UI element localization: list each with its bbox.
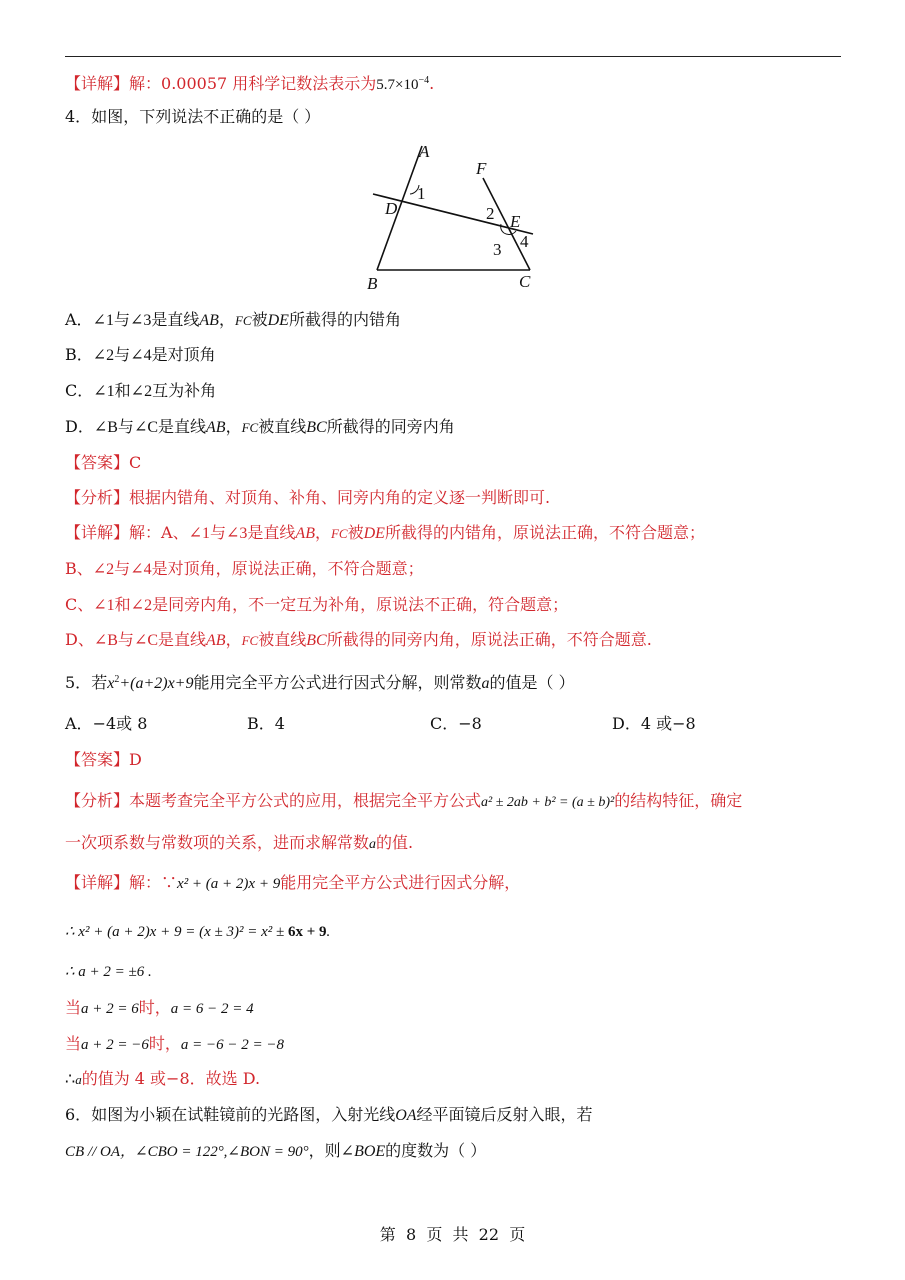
label-4: 4 — [520, 232, 529, 251]
detail-text: 解：0.00057 用科学记数法表示为 — [129, 74, 377, 93]
label-3: 3 — [493, 240, 502, 259]
label-2: 2 — [486, 204, 495, 223]
q6-stem-line2: CB // OA，∠CBO = 122°,∠BON = 90°，则∠BOE的度数为（ ） — [65, 1141, 487, 1160]
q5-step-1: ∴ x² + (a + 2)x + 9 = (x ± 3)² = x² ± 6x + 9. — [65, 924, 331, 940]
q3-detail-line: 【详解】解：0.00057 用科学记数法表示为$5.7\times 10^{-4}$. — [65, 74, 435, 93]
q4-geometry-figure — [355, 138, 550, 298]
q5-conclusion: ∴a的值为 4 或−8．故选 D. — [65, 1069, 261, 1088]
detail-label: 【详解】 — [65, 74, 130, 93]
header-rule — [65, 56, 841, 57]
label-d: D — [385, 199, 398, 218]
q5-case-2: 当a + 2 = −6时，a = −6 − 2 = −8 — [65, 1034, 285, 1053]
q4-answer: 【答案】C — [65, 453, 142, 472]
perfect-square-formula: a² ± 2ab + b² = (a ± b)² — [481, 795, 615, 810]
q5-analysis-line2: 一次项系数与常数项的关系，进而求解常数a的值. — [65, 833, 414, 852]
q4-option-a[interactable]: A．∠1与∠3是直线AB，FC被DE所截得的内错角 — [65, 310, 401, 329]
q5-option-c[interactable]: C．−8 — [430, 714, 482, 733]
angle-2-arc — [501, 224, 504, 233]
q5-analysis-line1: 【分析】本题考查完全平方公式的应用，根据完全平方公式a² ± 2ab + b² = (a ± b)²的结构特征，确定 — [65, 791, 743, 810]
sci-notation: $5.7\times 10^{-4}$ — [376, 75, 430, 93]
q5-option-a[interactable]: A．−4或 8 — [65, 714, 148, 733]
label-f: F — [476, 159, 487, 178]
label-c: C — [519, 272, 531, 291]
q4-analysis: 【分析】根据内错角、对顶角、补角、同旁内角的定义逐一判断即可. — [65, 488, 551, 507]
label-b: B — [367, 274, 378, 293]
q4-detail-b: B、∠2与∠4是对顶角，原说法正确，不符合题意； — [65, 559, 424, 578]
q5-detail: 【详解】解：∵x² + (a + 2)x + 9能用完全平方公式进行因式分解， — [65, 873, 521, 892]
q5-step-2: ∴ a + 2 = ±6 . — [65, 964, 152, 980]
label-a: A — [419, 142, 430, 161]
q5-stem: 5．若$x^2+(a+2)x+9$能用完全平方公式进行因式分解，则常数a的值是（ ） — [65, 673, 575, 692]
q5-option-d[interactable]: D．4 或−8 — [612, 714, 696, 733]
q4-option-c[interactable]: C．∠1和∠2互为补角 — [65, 381, 217, 400]
q4-option-b[interactable]: B．∠2与∠4是对顶角 — [65, 345, 216, 364]
q4-detail-c: C、∠1和∠2是同旁内角，不一定互为补角，原说法不正确，符合题意； — [65, 595, 569, 614]
q4-detail-a: 【详解】解：A、∠1与∠3是直线AB，FC被DE所截得的内错角，原说法正确，不符合题意； — [65, 523, 705, 542]
label-e: E — [510, 212, 521, 231]
q5-answer: 【答案】D — [65, 750, 142, 769]
q4-stem: 4．如图，下列说法不正确的是（ ） — [65, 107, 321, 126]
line-ab — [377, 146, 422, 270]
q4-option-d[interactable]: D．∠B与∠C是直线AB，FC被直线BC所截得的同旁内角 — [65, 417, 455, 436]
q6-stem-line1: 6．如图为小颖在试鞋镜前的光路图，入射光线OA经平面镜后反射入眼，若 — [65, 1105, 593, 1124]
q5-option-b[interactable]: B．4 — [247, 714, 285, 733]
q4-detail-d: D、∠B与∠C是直线AB，FC被直线BC所截得的同旁内角，原说法正确，不符合题意. — [65, 630, 652, 649]
q5-case-1: 当a + 2 = 6时，a = 6 − 2 = 4 — [65, 998, 254, 1017]
label-1: 1 — [417, 184, 426, 203]
page-footer: 第 8 页 共 22 页 — [379, 1225, 526, 1244]
